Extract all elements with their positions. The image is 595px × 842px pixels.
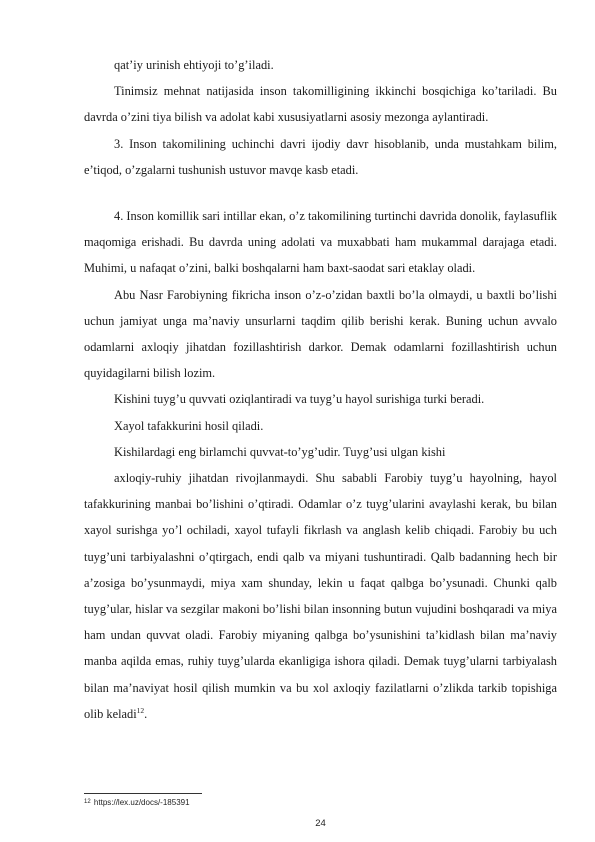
page-number: 24 xyxy=(315,818,326,829)
paragraph-1: qat’iy urinish ehtiyoji to’g’iladi. xyxy=(114,58,274,72)
footnote-reference[interactable]: 12 xyxy=(136,705,145,715)
paragraph-gap xyxy=(84,183,557,203)
paragraph-6: Kishini tuyg’u quvvati oziqlantiradi va tuyg’u hayol surishiga turki beradi. xyxy=(114,392,485,407)
paragraph-9: axloqiy-ruhiy jihatdan rivojlanmaydi. Shu sababli Farobiy tuyg’u hayolning, hayol tafakkurining manbai bo’lishini o’qtiradi. Odamlar o’z tuyg’ularini avaylashi kerak, bu bilan xayol surishga yo’l ochiladi, xayol tufayli fikrlash va anglash kelib chiqadi. Farobiy bu uch tuyg’uni tarbiyalashni o’qtirgach, endi qalb va miyani tushuntiradi. Qalb badanning hech bir a’zosiga bo’ysunmaydi, miya xam shunday, lekin u faqat qalbga bo’ysunadi. Chunki qalb tuyg’ular, hislar va sezgilar makoni bo’lishi bilan insonning butun vujudini boshqaradi va miya ham undan quvvat oladi. Farobiy miyaning qalbga bo’ysunishini ta’kidlash bilan ma’naviy manba aqilda emas, ruhiy tuyg’ularda ekanligiga ishora qiladi. Demak tuyg’ularni tarbiyalash bilan ma’naviyat hosil qilish mumkin va bu xol axloqiy fazilatlarni o’zlikda tarkib topishiga olib keladi$^{12}$. xyxy=(84,471,557,721)
paragraph-3: 3. Inson takomilining uchinchi davri ijodiy davr hisoblanib, unda mustahkam bilim, e’tiqod, o’zgalarni tushunish ustuvor mavqe kasb etadi. xyxy=(84,136,557,177)
paragraph-7: Xayol tafakkurini hosil qiladi. xyxy=(114,418,264,433)
paragraph-4: 4. Inson komillik sari intillar ekan, o’z takomilining turtinchi davrida donolik, faylasuflik maqomiga erishadi. Bu davrda uning adolati va muxabbati ham mukammal darajaga etadi. Muhimi, u nafaqat o’zini, balki boshqalarni ham baxt-saodat sari etaklay oladi. xyxy=(84,209,557,276)
paragraph-5: Abu Nasr Farobiyning fikricha inson o’z-o’zidan baxtli bo’la olmaydi, u baxtli bo’lishi uchun jamiyat unga ma’naviy unsurlarni taqdim qilib berishi kerak. Buning uchun avvalo odamlarni axloqiy jihatdan fozillashtirish darkor. Demak odamlarni fozillashtirish uchun quyidagilarni bilish lozim. xyxy=(84,287,557,381)
footnote-divider xyxy=(84,793,202,794)
paragraph-9-text: axloqiy-ruhiy jihatdan rivojlanmaydi. Shu sababli Farobiy tuyg’u hayolning, hayol tafakkurining manbai bo’lishini o’qtiradi. Odamlar o’z tuyg’ularini avaylashi kerak, bu bilan xayol surishga yo’l ochiladi, xayol tufayli fikrlash va anglash kelib chiqadi. Farobiy bu uch tuyg’uni tarbiyalashni o’qtirgach, endi qalb va miyani tushuntiradi. Qalb badanning hech bir a’zosiga bo’ysunmaydi, miya xam shunday, lekin u faqat qalbga bo’ysunadi. Chunki qalb tuyg’ular, hislar va sezgilar makoni bo’lishi bilan insonning butun vujudini boshqaradi va miya ham undan quvvat oladi. Farobiy miyaning qalbga bo’ysunishini ta’kidlash bilan ma’naviy manba aqilda emas, ruhiy tuyg’ularda ekanligiga ishora qiladi. Demak tuyg’ularni tarbiyalash bilan ma’naviyat hosil qilish mumkin va bu xol axloqiy fazilatlarni o’zlikda tarkib topishiga olib keladi xyxy=(84,471,557,721)
paragraph-8: Kishilardagi eng birlamchi quvvat-to’yg’udir. Tuyg’usi ulgan kishi xyxy=(114,444,446,459)
footnote-marker: 12 xyxy=(84,799,91,805)
footnote-link[interactable]: https://lex.uz/docs/-185391 xyxy=(93,798,190,807)
paragraph-2: Tinimsiz mehnat natijasida inson takomilligining ikkinchi bosqichiga ko’tariladi. Bu davrda o’zini tiya bilish va adolat kabi xususiyatlarni asosiy mezonga aylantiradi. xyxy=(84,84,557,125)
body-text xyxy=(84,52,557,727)
footnote xyxy=(84,797,557,808)
